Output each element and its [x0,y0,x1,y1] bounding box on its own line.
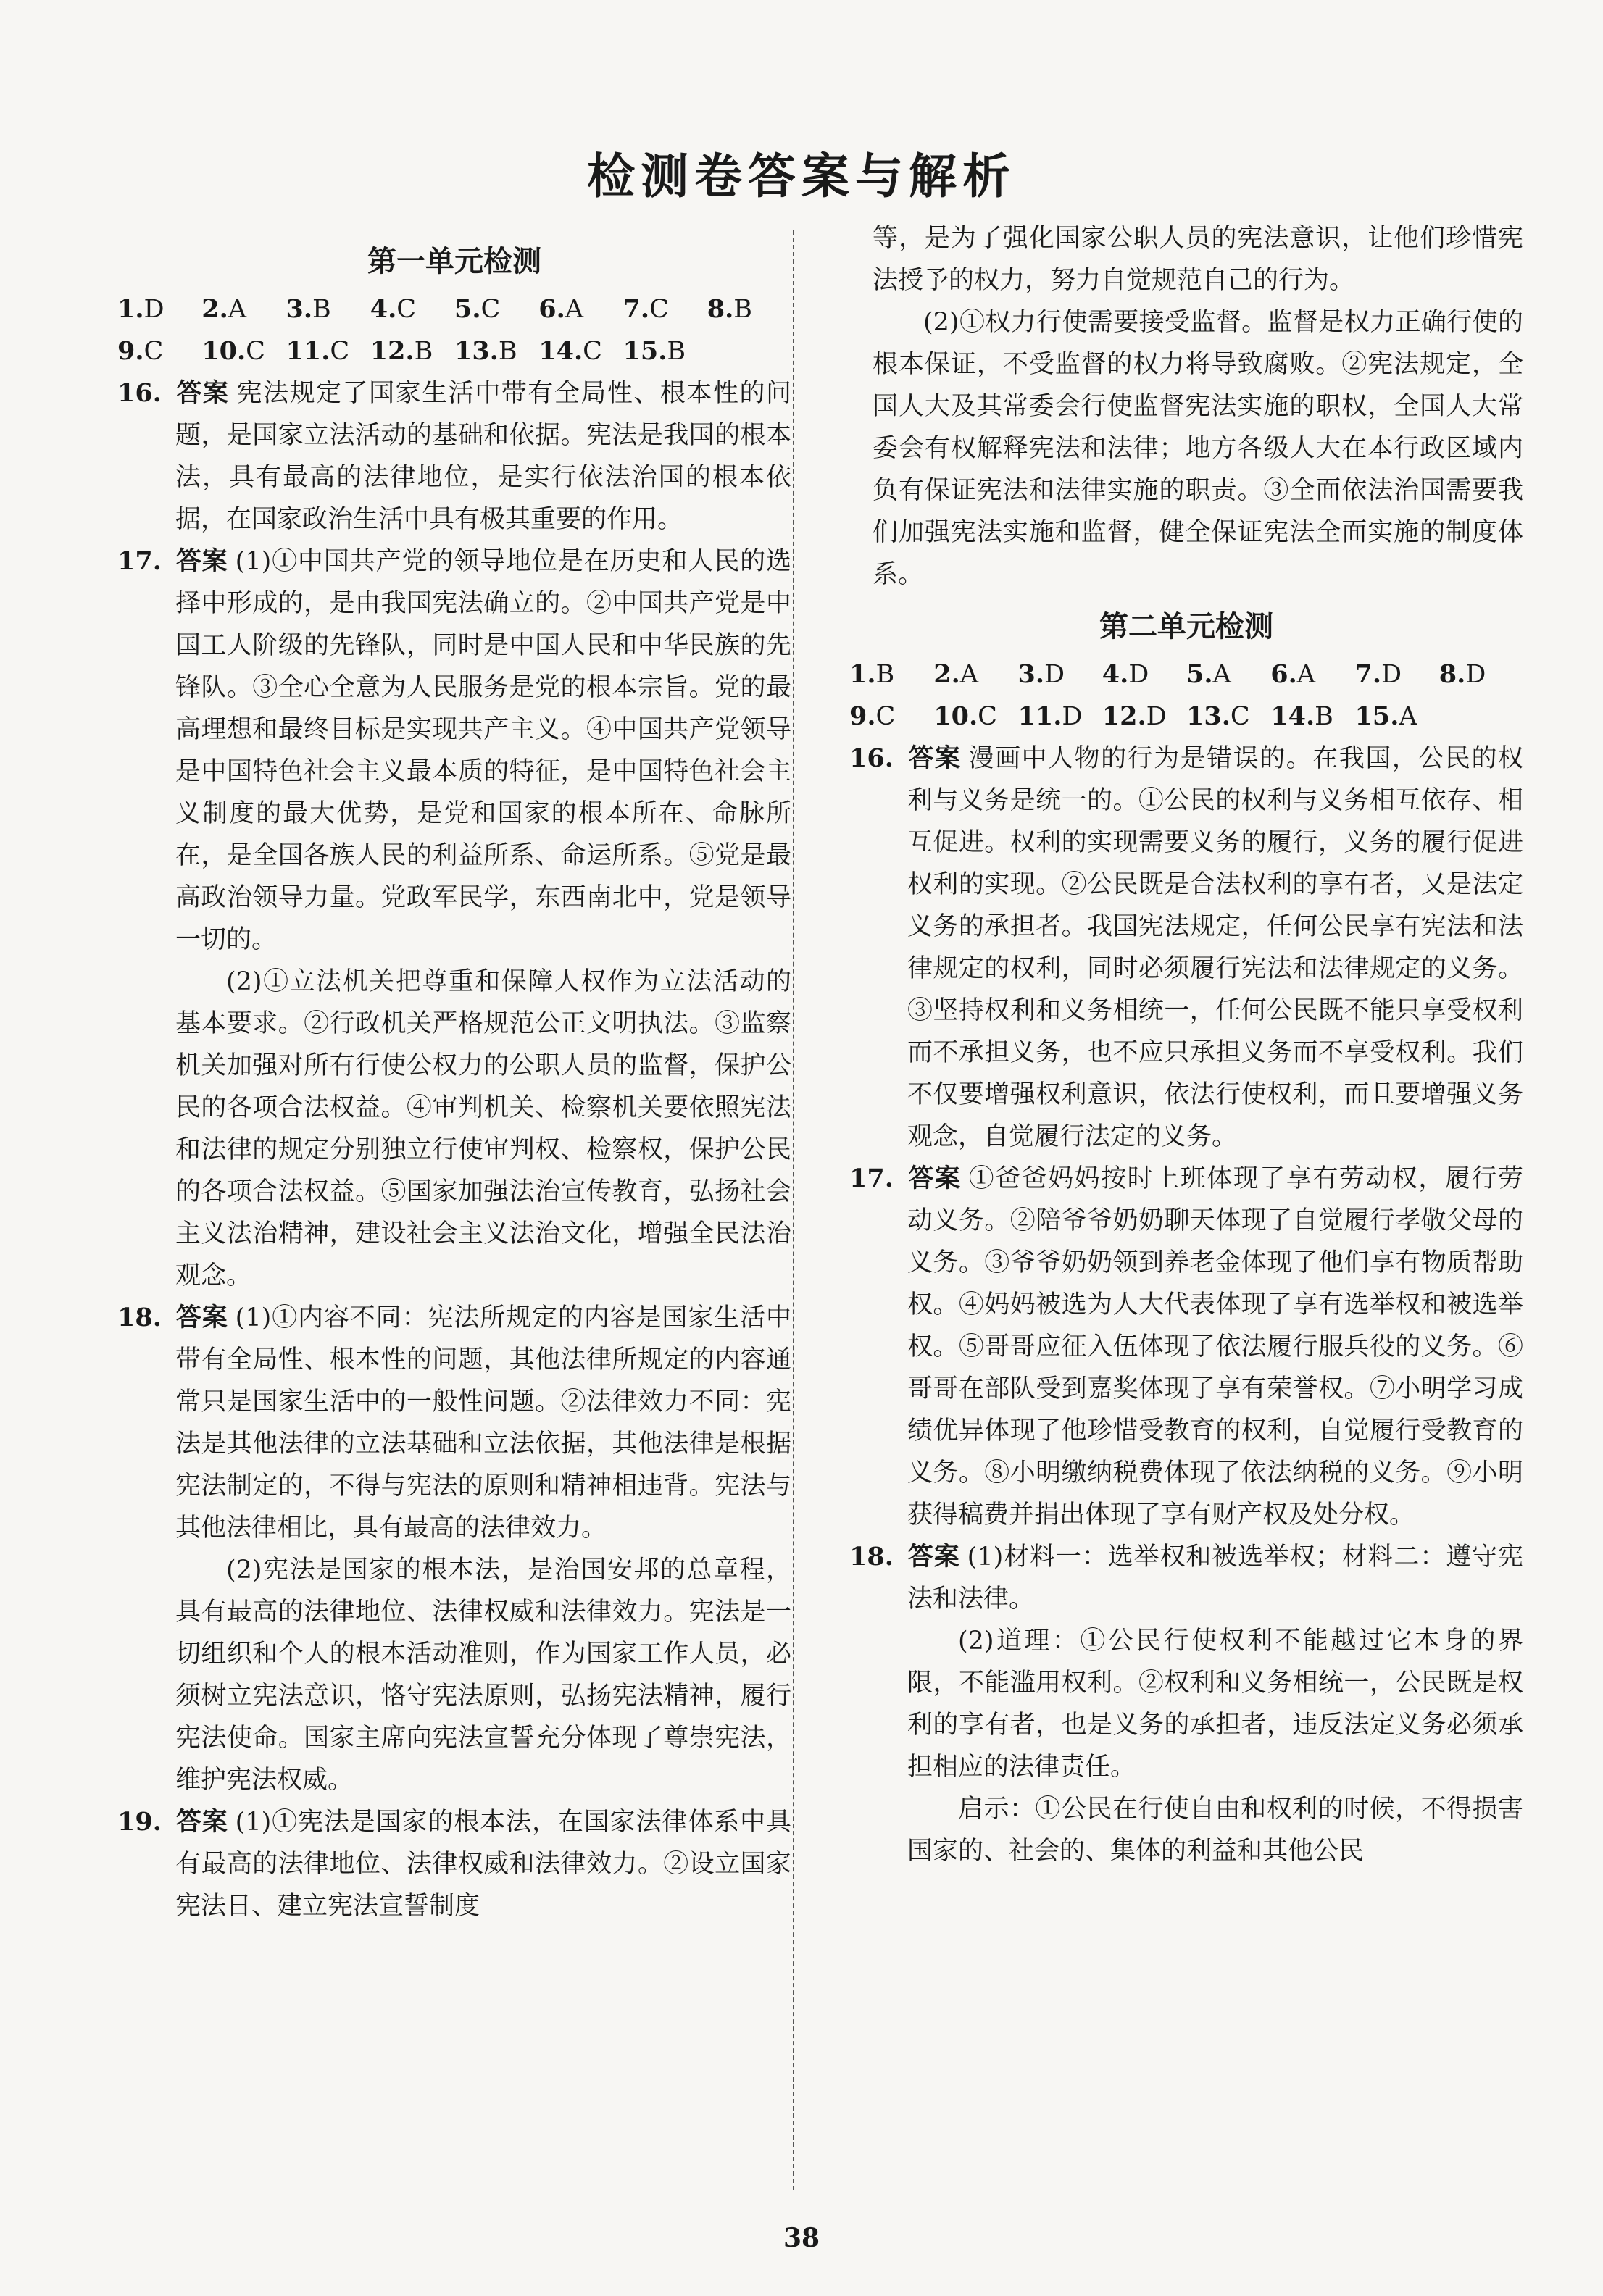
unit2-answer-18: 18. 答案 (1)材料一：选举权和被选举权；材料二：遵守宪法和法律。 [849,1542,1523,1614]
column-divider [793,230,794,2190]
mc-answers-row [849,696,1523,738]
mc-answer: 9.C [117,336,164,366]
section-title-unit1: 第一单元检测 [367,244,541,278]
mc-answer: 15.B [623,336,686,366]
mc-answer: 5.A [1186,659,1231,689]
mc-answer: 6.A [1270,659,1316,689]
mc-answer: 12.B [370,336,433,366]
mc-answer: 7.D [1354,659,1402,689]
page-number: 38 [783,2223,820,2253]
mc-answer: 15.A [1354,701,1417,731]
mc-answer: 10.C [201,336,265,366]
mc-answer: 8.B [707,294,753,324]
answer-19-part2: (2)①权力行使需要接受监督。监督是权力正确行使的根本保证，不受监督的权力将导致腐败。②宪法规定，全国人大及其常委会行使监督宪法实施的职权，全国人大常委会有权解释宪法和法律；地方各级人大在本行政区域内负有保证宪法和法律实施的职责。③全面依法治国需要我们加强宪法实施和监督，健全保证宪法全面实施的制度体系。 [873,308,1523,589]
mc-answers-row [117,288,791,330]
mc-answer: 7.C [623,294,669,324]
mc-answer: 2.A [933,659,979,689]
mc-answer: 13.C [1186,701,1250,731]
unit2-answer-16: 16. 答案 漫画中人物的行为是错误的。在我国，公民的权利与义务是统一的。①公民的权利与义务相互依存、相互促进。权利的实现需要义务的履行，义务的履行促进权利的实现。②公民既是合法权利的享有者，又是法定义务的承担者。我国宪法规定，任何公民享有宪法和法律规定的权利，同时必须履行宪法和法律规定的义务。③坚持权利和义务相统一，任何公民既不能只享受权利而不承担义务，也不应只承担义务而不享受权利。我们不仅要增强权利意识，依法行使权利，而且要增强义务观念，自觉履行法定的义务。 [849,743,1523,1151]
mc-answer: 1.D [117,294,165,324]
mc-answer: 13.B [454,336,517,366]
page-title: 检测卷答案与解析 [587,148,1016,204]
unit2-answer-18-part3: 启示：①公民在行使自由和权利的时候，不得损害国家的、社会的、集体的利益和其他公民 [907,1795,1523,1866]
answer-19-continued: 等，是为了强化国家公职人员的宪法意识，让他们珍惜宪法授予的权力，努力自觉规范自己的行为。 [873,224,1523,295]
mc-answer: 9.C [849,701,896,731]
mc-answer: 14.B [1270,701,1333,731]
answer-19: 19. 答案 (1)①宪法是国家的根本法，在国家法律体系中具有最高的法律地位、法律权威和法律效力。②设立国家宪法日、建立宪法宣誓制度 [117,1807,791,1921]
right-column [849,217,1523,1872]
answer-17: 17. 答案 (1)①中国共产党的领导地位是在历史和人民的选择中形成的，是由我国宪法确立的。②中国共产党是中国工人阶级的先锋队，同时是中国人民和中华民族的先锋队。③全心全意为人民服务是党的根本宗旨。党的最高理想和最终目标是实现共产主义。④中国共产党领导是中国特色社会主义最本质的特征，是中国特色社会主义制度的最大优势，是党和国家的根本所在、命脉所在，是全国各族人民的利益所系、命运所系。⑤党是最高政治领导力量。党政军民学，东西南北中，党是领导一切的。 [117,546,791,954]
mc-answer: 4.D [1102,659,1149,689]
section-title-unit2: 第二单元检测 [1099,609,1273,643]
mc-answer: 4.C [370,294,417,324]
mc-answers-row [117,330,791,372]
left-column [117,230,791,1927]
mc-answer: 5.C [454,294,501,324]
mc-answer: 8.D [1438,659,1486,689]
mc-answer: 2.A [201,294,247,324]
answer-17-part2: (2)①立法机关把尊重和保障人权作为立法活动的基本要求。②行政机关严格规范公正文明执法。③监察机关加强对所有行使公权力的公职人员的监督，保护公民的各项合法权益。④审判机关、检察机关要依照宪法和法律的规定分别独立行使审判权、检察权，保护公民的各项合法权益。⑤国家加强法治宣传教育，弘扬社会主义法治精神，建设社会主义法治文化，增强全民法治观念。 [175,967,791,1290]
mc-answer: 14.C [538,336,602,366]
mc-answer: 1.B [849,659,895,689]
mc-answer: 12.D [1102,701,1167,731]
answer-18: 18. 答案 (1)①内容不同：宪法所规定的内容是国家生活中带有全局性、根本性的问题，其他法律所规定的内容通常只是国家生活中的一般性问题。②法律效力不同：宪法是其他法律的立法基础和立法依据，其他法律是根据宪法制定的，不得与宪法的原则和精神相违背。宪法与其他法律相比，具有最高的法律效力。 [117,1303,791,1543]
mc-answer: 11.C [286,336,350,366]
mc-answer: 10.C [933,701,997,731]
unit2-answer-18-part2: (2)道理：①公民行使权利不能越过它本身的界限，不能滥用权利。②权利和义务相统一，公民既是权利的享有者，也是义务的承担者，违反法定义务必须承担相应的法律责任。 [907,1627,1523,1782]
mc-answer: 3.B [286,294,331,324]
mc-answer: 6.A [538,294,584,324]
mc-answer: 11.D [1017,701,1083,731]
unit2-answer-17: 17. 答案 ①爸爸妈妈按时上班体现了享有劳动权，履行劳动义务。②陪爷爷奶奶聊天体现了自觉履行孝敬父母的义务。③爷爷奶奶领到养老金体现了他们享有物质帮助权。④妈妈被选为人大代表体现了享有选举权和被选举权。⑤哥哥应征入伍体现了依法履行服兵役的义务。⑥哥哥在部队受到嘉奖体现了享有荣誉权。⑦小明学习成绩优异体现了他珍惜受教育的权利，自觉履行受教育的义务。⑧小明缴纳税费体现了依法纳税的义务。⑨小明获得稿费并捐出体现了享有财产权及处分权。 [849,1164,1523,1529]
mc-answers-row [849,654,1523,696]
answer-18-part2: (2)宪法是国家的根本法，是治国安邦的总章程，具有最高的法律地位、法律权威和法律效力。宪法是一切组织和个人的根本活动准则，作为国家工作人员，必须树立宪法意识，恪守宪法原则，弘扬宪法精神，履行宪法使命。国家主席向宪法宣誓充分体现了尊崇宪法，维护宪法权威。 [175,1556,791,1795]
answer-16: 16. 答案 宪法规定了国家生活中带有全局性、根本性的问题，是国家立法活动的基础和依据。宪法是我国的根本法，具有最高的法律地位，是实行依法治国的根本依据，在国家政治生活中具有极其重要的作用。 [117,378,791,534]
mc-answer: 3.D [1017,659,1065,689]
